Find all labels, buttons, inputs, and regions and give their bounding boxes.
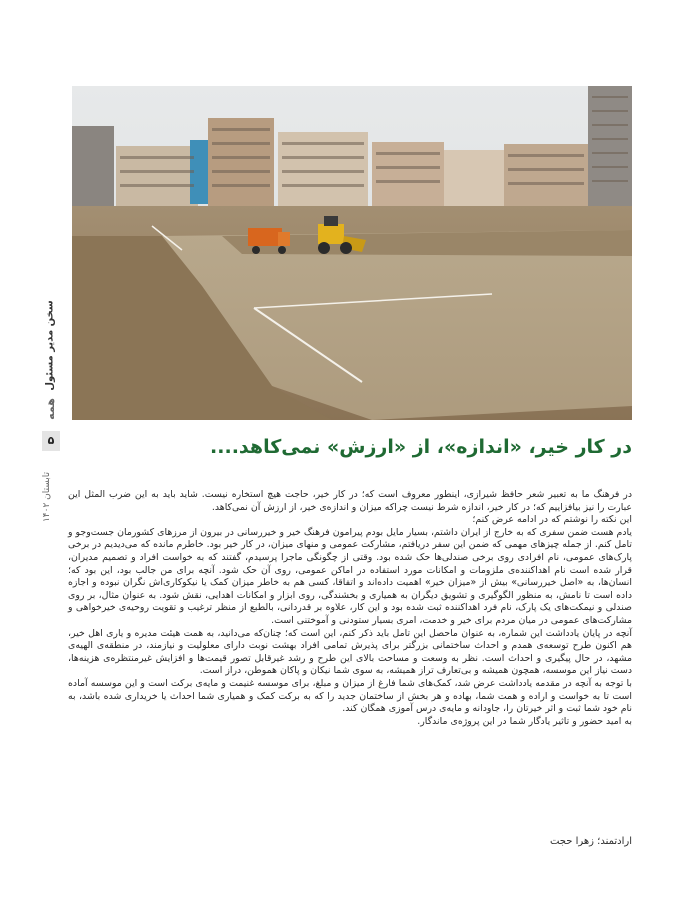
- section-label: سخن مدیر مسئول: [44, 300, 56, 391]
- article-paragraph: به امید حضور و تاثیر یادگار شما در این پروژه‌ی ماندگار.: [417, 715, 632, 727]
- construction-site-photo: [72, 86, 632, 420]
- article-paragraph: آنچه در پایان یادداشت این شماره، به عنوان ماحصل این تامل باید ذکر کنم، این است که؛ چنان‌که می‌دانید، به همت هیئت مدیره و یاری اهل خیر، هم اکنون طرح توسعه‌ی همدم و احداث ساختمانی بزرگتر برای پذیرش تمامی افراد بهشت نوبت دارای معلولیت و نیازمند، در منطقه‌ی الهیه‌ی مشهد، در حال پیگیری و احداث است. نظر به وسعت و مساحت بالای این طرح و رشد غیرقابل تصور قیمت‌ها و افزایش غیرمنتظره‌ی هزینه‌ها، دست نیاز این موسسه، همچون همیشه و بی‌تعارف تراز همیشه، به سوی شما نیکان و پاکان هموطن، دراز است.: [68, 627, 632, 677]
- page-number: ۵: [42, 431, 60, 451]
- author-signature: ارادتمند؛ زهرا حجت: [549, 836, 632, 847]
- issue-season: تابستان ۱۴۰۲: [42, 471, 52, 523]
- article-title: در کار خیر، «اندازه»، از «ارزش» نمی‌کاهد....: [210, 436, 632, 458]
- article-body: [68, 489, 632, 728]
- construction-site-illustration: [72, 86, 632, 420]
- article-paragraph: در فرهنگ ما به تعبیر شعر حافظ شیرازی، اینطور معروف است که؛ در کار خیر، حاجت هیچ استخاره نیست. شاید باید به این ضرب المثل این عبارت را نیز بیافزاییم که؛ در کار خیر، اندازه شرط نیست چراکه میزان و اندازه‌ی خیر، از ارزش آن نمی‌کاهد.: [68, 489, 632, 513]
- article-paragraph: یادم هست ضمن سفری که به خارج از ایران داشتم، بسیار مایل بودم پیرامون فرهنگ خیر و خیررسانی در بیرون از مرزهای کشورمان جست‌وجو و تامل کنم. از جمله چیزهای مهمی که ضمن این سفر دریافتم، مشارکت عمومی و منهای میزان، در کار خیر بود. خاطرم مانده که می‌دیدیم در برخی پارک‌های عمومی، نام افرادی روی برخی صندلی‌ها حک شده بود. وقتی از چگونگی ماجرا پرسیدم، گفتند که به خواست افراد و تصمیم مدیران، قرار شده است نام اهداکننده‌ی ملزومات و امکانات مورد استفاده در اماکن عمومی، روی آن حک شود. آنچه برای من جالب بود، این بود که؛ انسان‌ها، به «اصل خیررسانی» بیش از «میزان خیر» اهمیت داده‌اند و اتفاقا، کسی هم به خاطر میزان کمک یا نیکوکاری‌اش نگران نبوده و اجازه داده است تا نامش، به منظور الگوگیری و تشویق دیگران به همیاری و بخشندگی، روی ابزار و امکانات اهدایی، نقش شود. به عنوان مثال، بر روی صندلی و نیمکت‌های یک پارک، نام فرد اهداکننده ثبت شده بود و این کار، علاوه بر قدردانی، بالطبع از منظر ترغیب و تقویت روحیه‌ی خیرخواهی و مشارکت‌های عمومی در میان مردم برای خیر و خدمت، امری بسیار ستودنی و آموختنی است.: [68, 526, 632, 626]
- article-paragraph: با توجه به آنچه در مقدمه یادداشت عرض شد، کمک‌های شما فارغ از میزان و مبلغ، برای موسسه غنیمت و مایه‌ی برکت است و این موسسه آماده است تا به خواست و اراده و همت شما، بهاده و هر بخش از ساختمان جدید را که به برکت کمک و همیاری شما احداث یا خریداری شده باشد، به نام خود شما ثبت و اثر خیرتان را، جاودانه و مایه‌ی درس آموزی همگان کند.: [68, 677, 632, 715]
- hamdam-logo: همه: [44, 398, 57, 420]
- article-paragraph: این نکته را نوشتم که در ادامه عرض کنم؛: [472, 514, 632, 526]
